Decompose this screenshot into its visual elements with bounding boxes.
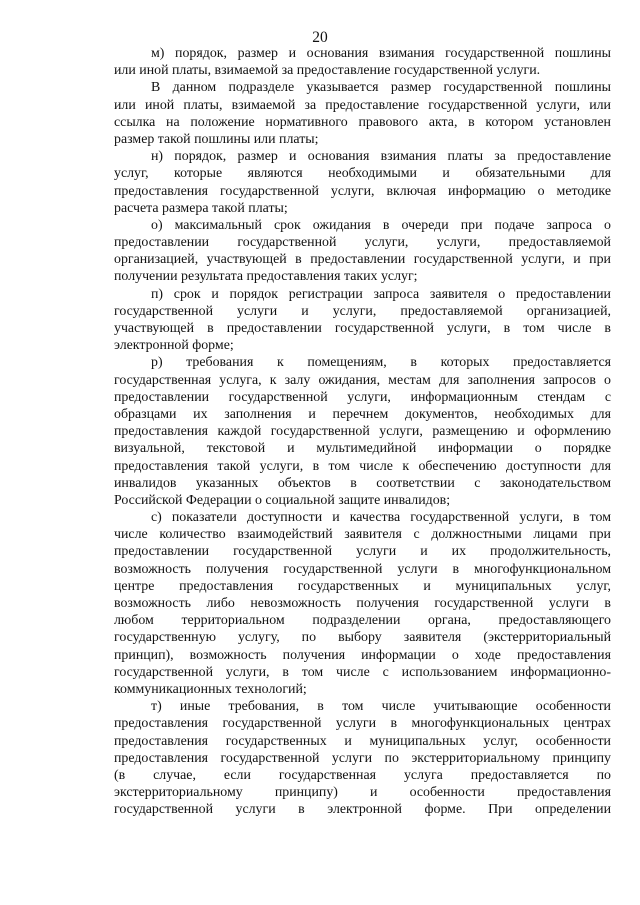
text-line: т) иные требования, в том числе учитывающие особенности [151,699,611,715]
text-line: или иной платы, взимаемой за предоставление государственной услуги. [114,63,541,79]
text-line: предоставления каждой государственной услуги, размещению и оформлению [114,424,611,440]
text-line: м) порядок, размер и основания взимания государственной пошлины [151,46,611,61]
paragraph [114,45,611,79]
text-line: экстерриториальному принципу) и особенности предоставления [114,785,611,801]
text-line: предоставлении государственной услуги, услуги, предоставляемой [114,235,611,251]
text-line: В данном подразделе указывается размер государственной пошлины [151,80,611,96]
text-line: предоставления такой услуги, в том числе к обеспечению доступности для [114,458,611,474]
text-line: визуальной, текстовой и мультимедийной информации о порядке [114,441,611,457]
text-line: образцами их заполнения и перечнем документов, необходимых для [114,406,611,422]
paragraph [114,286,611,355]
paragraph [114,509,611,698]
text-line: п) срок и порядок регистрации запроса заявителя о предоставлении [151,286,611,302]
text-line: предоставлении государственной услуги, информационным стендам с [114,389,611,405]
text-line: получении результата предоставления таких услуг; [114,269,418,285]
paragraph [114,698,611,818]
text-line: с) показатели доступности и качества государственной услуги, в том [151,510,611,526]
text-line: возможность получения государственной услуги в многофункциональном [114,561,611,577]
text-line: предоставлении государственной услуги и их продолжительность, [114,544,611,560]
text-line: или иной платы, взимаемой за предоставление государственной услуги, или [114,97,611,113]
text-line: возможность либо невозможность получения государственной услуги в [114,596,611,611]
paragraph [114,217,611,286]
document-body [114,45,611,818]
text-line: числе количество взаимодействий заявителя с должностными лицами при [114,527,611,543]
text-line: предоставления государственных и муниципальных услуг, особенности [114,733,611,749]
text-line: любом территориальном подразделении органа, предоставляющего [114,613,611,629]
paragraph [114,148,611,217]
text-line: о) максимальный срок ожидания в очереди при подаче запроса о [151,217,611,233]
text-line: услуг, которые являются необходимыми и обязательными для [114,166,611,182]
paragraph [114,354,611,509]
paragraph [114,79,611,148]
text-line: участвующей в предоставлении государственной услуги, в том числе в [114,321,611,336]
text-line: государственной услуги и услуги, предоставляемой организацией, [114,303,611,319]
text-line: расчета размера такой платы; [114,200,288,216]
text-line: государственной услуги в электронной форме. При определении [114,802,611,818]
text-line: н) порядок, размер и основания взимания платы за предоставление [151,149,611,165]
text-line: коммуникационных технологий; [114,681,307,697]
text-line: принцип), возможность получения информации о ходе предоставления [114,647,611,663]
text-line: предоставления государственной услуги, включая информацию о методике [114,183,611,199]
text-line: размер такой пошлины или платы; [114,131,319,147]
text-line: (в случае, если государственная услуга предоставляется по [114,767,611,783]
text-line: центре предоставления государственных и муниципальных услуг, [114,578,611,594]
text-line: государственная услуга, к залу ожидания, местам для заполнения запросов о [114,372,611,388]
text-line: р) требования к помещениям, в которых предоставляется [151,355,611,371]
text-line: электронной форме; [114,338,234,354]
text-line: предоставления государственной услуги по экстерриториальному принципу [114,750,611,766]
text-line: государственной услуги, в том числе с использованием информационно- [114,664,611,680]
text-line: предоставления государственной услуги в многофункциональных центрах [114,716,611,732]
text-line: ссылка на положение нормативного правового акта, в котором установлен [114,114,611,130]
page-number: 20 [312,29,328,46]
text-line: организацией, участвующей в предоставлении государственной услуги, и при [114,252,611,268]
text-line: инвалидов указанных объектов в соответствии с законодательством [114,475,611,491]
text-line: Российской Федерации о социальной защите инвалидов; [114,492,451,508]
text-line: государственную услугу, по выбору заявителя (экстерриториальный [114,630,611,646]
